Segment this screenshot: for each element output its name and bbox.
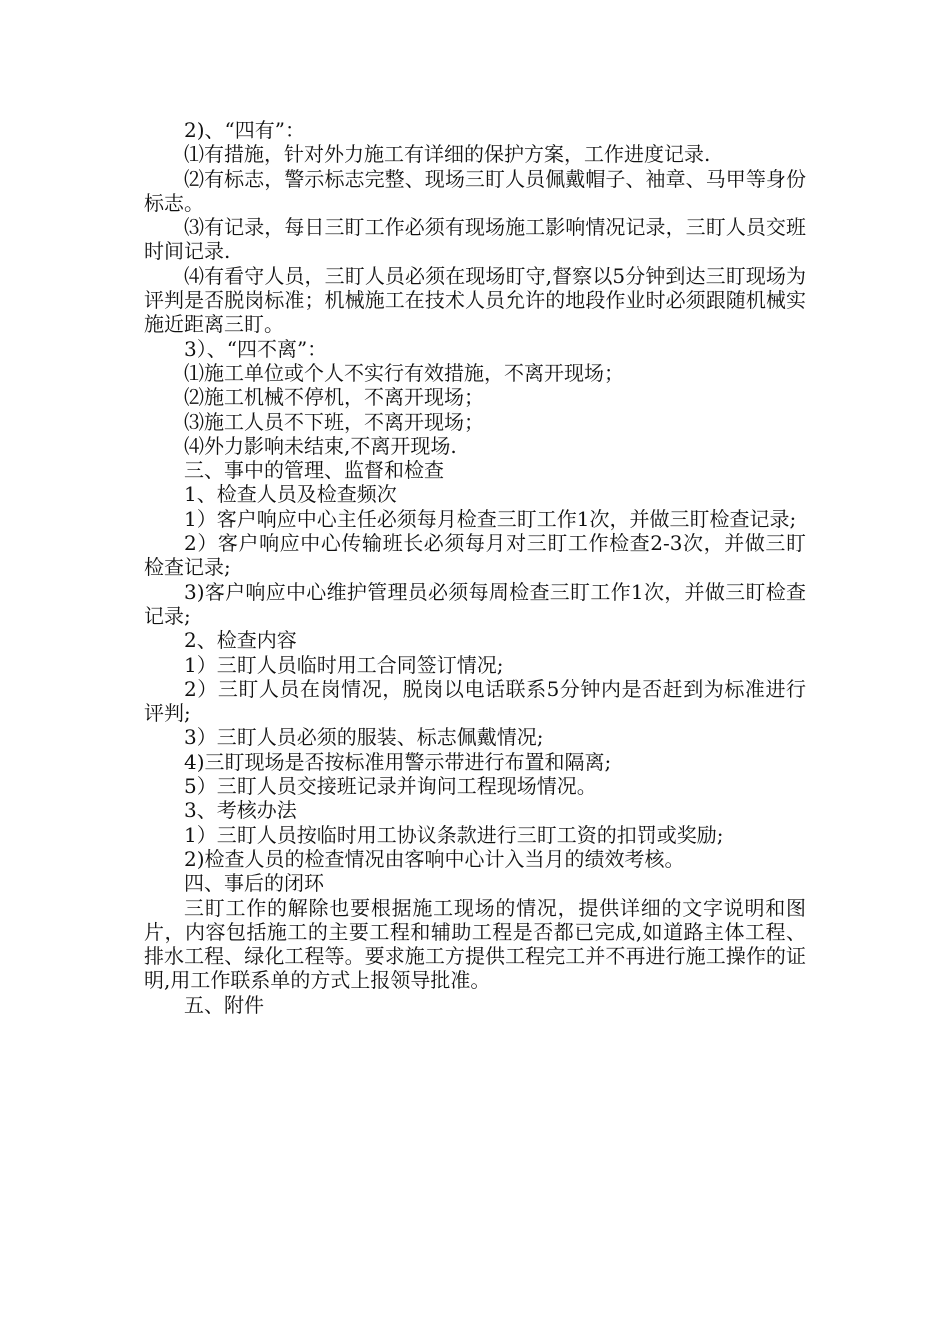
list-item: ⑷有看守人员，三盯人员必须在现场盯守,督察以5分钟到达三盯现场为评判是否脱岗标准；机械施工在技术人员允许的地段作业时必须跟随机械实施近距离三盯。 (144, 263, 806, 337)
list-item: 3)客户响应中心维护管理员必须每周检查三盯工作1次，并做三盯检查记录; (144, 579, 806, 628)
section-heading: 三、事中的管理、监督和检查 (184, 458, 444, 483)
subsection-heading: 2、检查内容 (184, 628, 297, 653)
list-item: ⑴有措施，针对外力施工有详细的保护方案，工作进度记录. (184, 142, 711, 167)
list-item: 1）三盯人员临时用工合同签订情况; (184, 652, 504, 677)
section-heading: 五、附件 (184, 992, 264, 1017)
list-item: 5）三盯人员交接班记录并询问工程现场情况。 (184, 774, 597, 799)
list-item: ⑵有标志，警示标志完整、现场三盯人员佩戴帽子、袖章、马甲等身份标志。 (144, 166, 806, 215)
subsection-heading: 1、检查人员及检查频次 (184, 482, 397, 507)
four-haves-heading: 2)、“四有”： (184, 118, 305, 142)
body-paragraph: 三盯工作的解除也要根据施工现场的情况，提供详细的文字说明和图片，内容包括施工的主要工程和辅助工程是否都已完成,如道路主体工程、排水工程、绿化工程等。要求施工方提供工程完工并不再进行施工操作的证明,用工作联系单的方式上报领导批准。 (144, 895, 806, 993)
list-item: 1）三盯人员按临时用工协议条款进行三盯工资的扣罚或奖励; (184, 822, 724, 847)
list-item: ⑴施工单位或个人不实行有效措施，不离开现场； (184, 360, 624, 385)
list-item: 2）客户响应中心传输班长必须每月对三盯工作检查2-3次，并做三盯检查记录; (144, 531, 806, 580)
list-item: 3）三盯人员必须的服装、标志佩戴情况; (184, 725, 544, 750)
list-item: 1）客户响应中心主任必须每月检查三盯工作1次，并做三盯检查记录; (184, 506, 797, 531)
subsection-heading: 3、考核办法 (184, 798, 297, 823)
four-not-leave-heading: 3）、“四不离”： (184, 336, 328, 361)
list-item: ⑵施工机械不停机，不离开现场； (184, 385, 484, 410)
list-item: ⑶施工人员不下班，不离开现场； (184, 409, 484, 434)
list-item: ⑶有记录，每日三盯工作必须有现场施工影响情况记录，三盯人员交班时间记录. (144, 215, 806, 264)
list-item: ⑷外力影响未结束,不离开现场. (184, 433, 457, 458)
list-item: 4)三盯现场是否按标准用警示带进行布置和隔离; (184, 749, 612, 774)
section-heading: 四、事后的闭环 (184, 871, 324, 896)
list-item: 2）三盯人员在岗情况，脱岗以电话联系5分钟内是否赶到为标准进行评判; (144, 676, 806, 726)
list-item: 2)检查人员的检查情况由客响中心计入当月的绩效考核。 (184, 846, 685, 871)
document-page (144, 118, 806, 1017)
